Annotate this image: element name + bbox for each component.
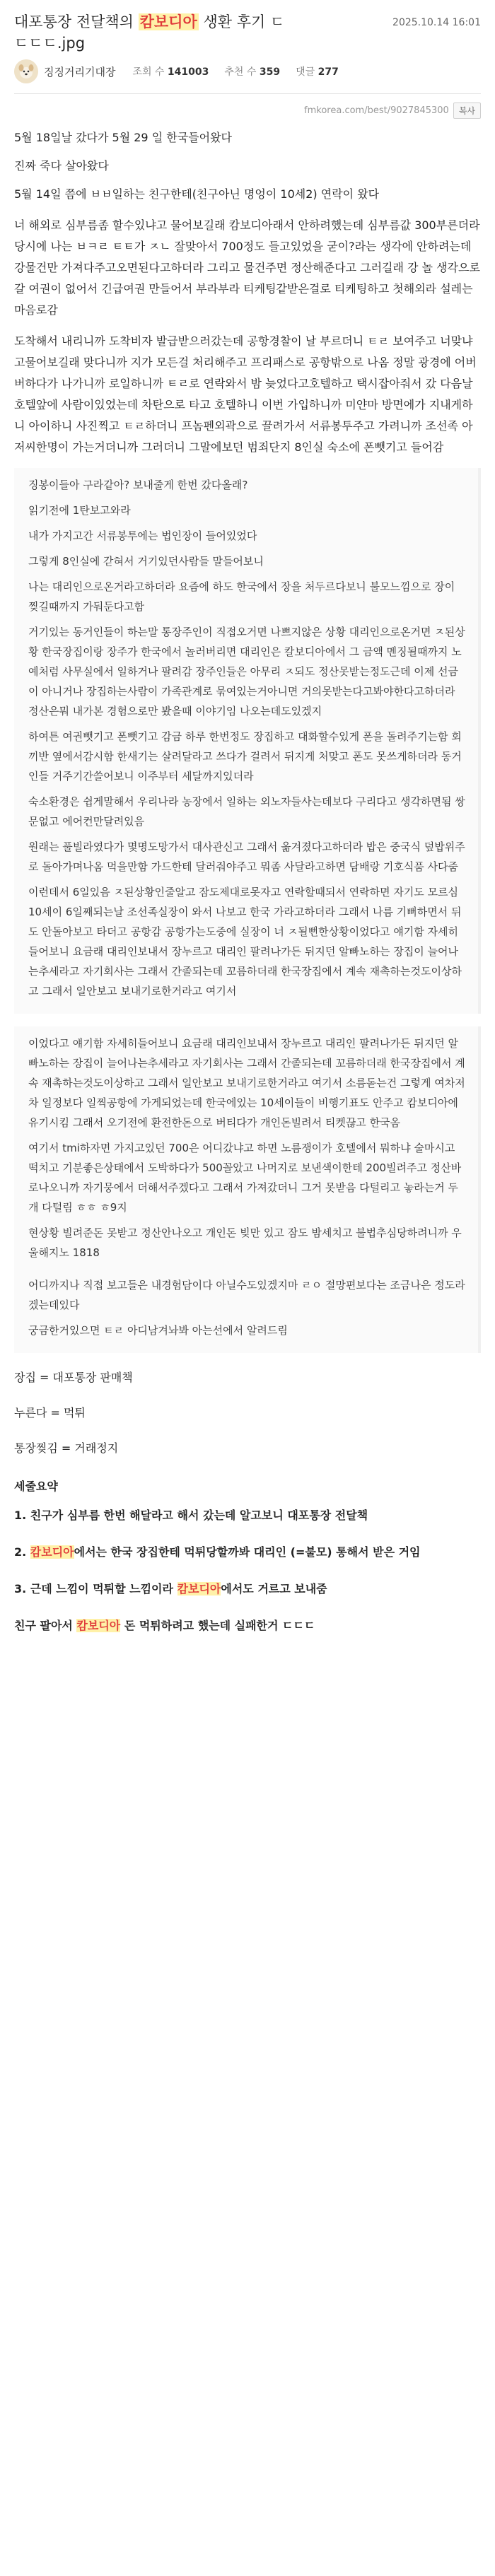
post-stats: [132, 64, 338, 78]
likes-label: 추천 수: [224, 66, 257, 78]
quote-paragraph: 이었다고 얘기함 자세히들어보니 요금래 대리인보내서 장누르고 대리인 팔려나가든 뒤지던 알빠노하는 장집이 늘어나는추세라고 자기회사는 그래서 간졸되는데 꼬름하더래 한국장집에서 계속 재촉하는것도이상하고 그래서 일안보고 보내기로한거라고 여기서 소름돋는건 그렇게 여차저차 일정보다 일찍공항에 가게되었는데 한국에있는 10세이들이 비행기표도 안주고 캄보디아에 유기시킴 그래서 오기전에 환전한돈으로 버티다가 개인돈빌려서 티켓끊고 한국옴: [28, 1037, 465, 1129]
summary-text: 2.: [14, 1545, 30, 1559]
author-name[interactable]: 징징거리기대장: [44, 65, 116, 78]
glossary-item: 누른다 = 먹튀: [14, 1406, 86, 1419]
quote-paragraph: 그렇게 8인실에 갇혀서 거기있던사람들 말들어보니: [28, 555, 264, 568]
quote-paragraph: 나는 대리인으로온거라고하더라 요즘에 하도 한국에서 장을 처두르다보니 불모느낌으로 장이 찢길때까지 가둬둔다고함: [28, 580, 455, 613]
post-header: [0, 0, 495, 94]
quote-paragraph: 읽기전에 1탄보고와라: [28, 504, 131, 517]
summary-text: 돈 먹튀하려고 했는데 실패한거 ㄷㄷㄷ: [120, 1619, 315, 1632]
summary-heading: 세줄요약: [14, 1480, 58, 1493]
quoted-image-text: [14, 468, 481, 1014]
quote-paragraph: 어디까지나 직접 보고들은 내경험담이다 아닐수도있겠지마 ㄹㅇ 절망편보다는 조금나은 정도라겠는데있다: [28, 1279, 465, 1311]
body-paragraph: 너 해외로 심부름좀 할수있냐고 물어보길래 캄보디아래서 안하려했는데 심부름값 300부른더라 당시에 나는 ㅂㅋㄹ ㅌㅌ가 ㅈㄴ 잘맞아서 700정도 들고있었을 굳이?라는 생각에 안하려는데 강물건만 가져다주고오면된다고하더라 그리고 물건주면 정산해준다고 그러길래 강 놀 생각으로갈 여권이 없어서 긴급여권 만들어서 부라부라 티케팅같받은걸로 티케팅하고 첫해외라 설레는마음로감: [14, 218, 480, 317]
views-stat: [132, 64, 209, 78]
keyword-highlight: 캄보디아: [76, 1619, 121, 1632]
quoted-image-text-continued: [14, 1026, 481, 1353]
summary-text: 에서는 한국 장집한테 먹튀당할까봐 대리인 (=불모) 통해서 받은 거임: [74, 1545, 421, 1559]
author-row: [14, 59, 481, 94]
quote-paragraph: 하여튼 여권뺏기고 폰뺏기고 감금 하루 한번정도 장집하고 대화할수있게 폰을 돌려주기는함 회끼반 옆에서감시함 한새기는 살려달라고 쓰다가 걸려서 뒤지게 처맞고 폰도 못쓰게하더라 동거인들 거주기간쓸어보니 이주부터 세달까지있더라: [28, 730, 462, 783]
quote-paragraph: 거기있는 동거인들이 하는말 통장주인이 직접오거면 나쁘지않은 상황 대리인으로온거면 ㅈ된상황 한국장집이랑 장주가 한국에서 놀러버리면 대리인은 칼보디아에서 그 금액 멘징될때까지 노예처럼 사무실에서 일하거나 팔려감 장주인들은 아무리 ㅈ되도 정산못받는정도근데 이제 선금이 아니거나 장집하는사람이 가족관계로 묶여있는거아니면 거의못받는다고봐야한다고하더라 정산은뭐 내가본 경험으로만 봤을때 이야기임 나오는데도있겠지: [28, 626, 465, 718]
keyword-highlight: 캄보디아: [30, 1545, 74, 1559]
quote-paragraph: 이런데서 6일있음 ㅈ된상황인줄알고 잠도제대로못자고 연락할때되서 연락하면 자기도 모르심 10세이 6일째되는날 조선족실장이 와서 나보고 한국 가라고하더라 그래서 나름 기뻐하면서 뒤도 안돌아보고 타더고 공항감 공항가는도중에 실장이 너 ㅈ될뻔한상황이었다고 얘기함 자세히들어보니 요금래 대리인보내서 장누르고 대리인 팔려나가든 뒤지던 알빠노하는 장집이 늘어나는추세라고 자기회사는 그래서 간졸되는데 꼬름하더래 한국장집에서 계속 재촉하는것도이상하고 그래서 일안보고 보내기로한거라고 여기서: [28, 886, 462, 997]
summary-item: [14, 1579, 481, 1600]
body-paragraph: 도착해서 내리니까 도착비자 발급받으러갔는데 공항경찰이 날 부르더니 ㅌㄹ 보여주고 너맞냐고물어보길래 맞다니까 지가 모든걸 처리해주고 프리패스로 공항밖으로 나옴 정말 광경에 어버버하다가 나가니까 로일하니까 ㅌㄹ로 연락와서 밤 늦었다고호텔하고 택시잡아줘서 갔 다음날 호텔앞에 사람이있었는데 차탄으로 타고 호텔하니 이번 가입하니까 미얀마 방면에가 지내게하니 아이하니 사진찍고 ㅌㄹ하더니 프놈펜외곽으로 끌려가서 서류봉투주고 가려니까 조선족 아저씨한명이 가는거더니까 그러더니 그말에보던 범죄단지 8인실 숙소에 폰뺏기고 들어감: [14, 334, 477, 454]
glossary-item: 장집 = 대포통장 판매책: [14, 1371, 133, 1384]
body-paragraph: 5월 14일 쯤에 ㅂㅂ일하는 친구한테(친구아닌 명엉이 10세2) 연락이 왔다: [14, 187, 380, 201]
summary-text: 3. 근데 느낌이 먹튀할 느낌이라: [14, 1582, 177, 1596]
views-count: 141003: [167, 66, 209, 78]
summary-text: 에서도 거르고 보내줌: [221, 1582, 327, 1596]
summary-item: [14, 1615, 481, 1637]
quote-paragraph: 여기서 tmi하자면 가지고있던 700은 어디갔냐고 하면 노름쟁이가 호텔에서 뭐하냐 술마시고 떡치고 기분좋은상태에서 도박하다가 500꼴았고 나머지로 보낸색이한테 200빌려주고 정산바로나오니까 자기뭉에서 더해서주겠다고 그래서 가져갔더니 그거 못받음 다털리고 놓라는거 두개 다털림 ㅎㅎ ㅎ9지: [28, 1142, 462, 1214]
title-text-rest: 생환 후기 ㄷ: [198, 13, 285, 30]
glossary-item: 통장찢김 = 거래정지: [14, 1441, 119, 1455]
keyword-highlight: 캄보디아: [177, 1582, 221, 1596]
summary-item: [14, 1542, 481, 1563]
quote-paragraph: 징봉이들아 구라같아? 보내줄게 한번 갔다올래?: [28, 479, 248, 491]
post-date: 2025.10.14 16:01: [392, 17, 481, 28]
quote-paragraph: 궁금한거있으면 ㅌㄹ 아디남겨놔봐 아는선에서 알려드림: [28, 1324, 288, 1337]
likes-stat: [224, 64, 280, 78]
comments-stat[interactable]: [296, 64, 339, 78]
avatar[interactable]: [14, 59, 38, 83]
post-title-line2: ㄷㄷㄷ.jpg: [14, 35, 86, 52]
body-paragraph: 5월 18일날 갔다가 5월 29 일 한국들어왔다: [14, 131, 232, 144]
post-title: [14, 11, 284, 33]
body-paragraph: 진짜 죽다 살아왔다: [14, 159, 109, 172]
quote-paragraph: 내가 가지고간 서류봉투에는 법인장이 들어있었다: [28, 529, 257, 542]
post-url[interactable]: fmkorea.com/best/9027845300: [304, 105, 449, 116]
title-text: 대포통장 전달책의: [14, 13, 139, 30]
quote-paragraph: 원래는 풀빌라였다가 몇명도망가서 대사관신고 그래서 옮겨졌다고하더라 밥은 중국식 덮밥위주로 돌아가며나옴 먹을만함 가드한테 달러줘야주고 뭐좀 사달라고하면 담배랑 기호식품 사다줌: [28, 841, 465, 873]
url-row: [0, 94, 495, 127]
likes-count: 359: [259, 66, 281, 78]
dog-avatar-icon: [14, 59, 38, 83]
title-highlight: 캄보디아: [139, 13, 197, 30]
title-row: [14, 11, 481, 33]
copy-url-button[interactable]: 복사: [453, 103, 481, 119]
views-label: 조회 수: [132, 66, 165, 78]
comments-label: 댓글: [296, 66, 315, 78]
post-body: [0, 127, 495, 1637]
summary-item: 1. 친구가 심부름 한번 해달라고 해서 갔는데 알고보니 대포통장 전달책: [14, 1509, 368, 1522]
quote-paragraph: 현상황 빌려준돈 못받고 정산안나오고 개인돈 빚만 있고 잠도 밤세치고 불법추심당하려니까 우울해지노 1818: [28, 1226, 462, 1259]
quote-paragraph: 숙소환경은 쉽게말해서 우리나라 농장에서 일하는 외노자들사는데보다 구리다고 생각하면됨 쌍문없고 에어컨만달려있음: [28, 795, 465, 828]
summary-text: 친구 팔아서: [14, 1619, 77, 1632]
comments-count: 277: [318, 66, 339, 78]
